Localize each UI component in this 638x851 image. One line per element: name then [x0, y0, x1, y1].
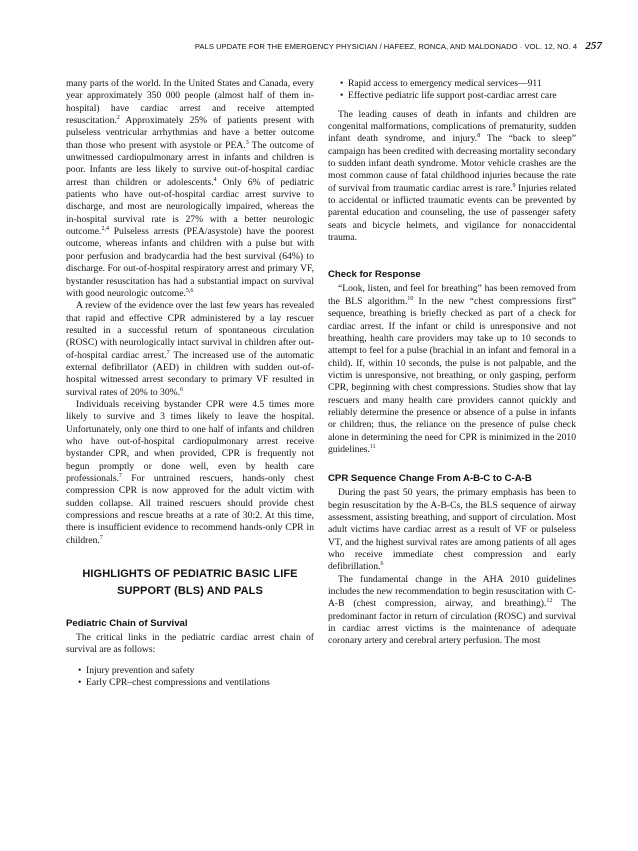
- subsection-heading: CPR Sequence Change From A-B-C to C-A-B: [328, 473, 532, 485]
- citation[interactable]: 5,6: [185, 287, 194, 294]
- citation[interactable]: 12: [546, 598, 553, 605]
- citation[interactable]: 10: [407, 295, 414, 302]
- paragraph: The leading causes of death in infants and children are congenital malformations, complications of prematurity, sudden infant death syndrome, and injury.$^8$ The “back to sleep” campaign has been credited with decreasing mortality secondary to sudden infant death syndrome. Motor vehicle crashes are the most common cause of fatal childhood injuries because the rate of survival from traumatic cardiac arrest is rare.$^9$ Injuries related to accidental or inflicted traumatic events can be prevented by parental education and counseling, the use of passenger safety seats and bicycle helmets, and vigilance for nonaccidental trauma.: [328, 108, 577, 244]
- subsection-heading: Check for Response: [328, 269, 421, 281]
- citation[interactable]: 6: [380, 561, 384, 568]
- citation[interactable]: 3: [245, 139, 249, 146]
- page-number: 257: [585, 40, 602, 52]
- citation[interactable]: 2: [116, 115, 120, 122]
- paragraph: many parts of the world. In the United States and Canada, every year approximately 350 000 people (almost half of them in-hospital) have cardiac arrest and receive attempted resuscitation.$^2$ Approximately 25% of patients present with pulseless ventricular arrhythmias and have a better outcome than those who present with asystole or PEA.$^3$ The outcome of unwitnessed cardiopulmonary arrest in infants and children is poor. Infants are less likely to survive out-of-hospital cardiac arrest than children or adolescents.$^4$ Only 6% of pediatric patients who have out-of-hospital cardiac arrest survive to discharge, and most are neurologically impaired, whereas the in-hospital survival rate is 27% with a better neurologic outcome.$^{2,4}$ Pulseless arrests (PEA/asystole) have the poorest outcome, whereas infants and children with a pulse but with poor perfusion and bradycardia had the best survival (64%) to discharge. For out-of-hospital respiratory arrest and primary VF, bystander resuscitation has had a substantial impact on survival with good neurologic outcome.$^{5,6}$: [66, 78, 314, 299]
- list-item: • Injury prevention and safety: [66, 665, 314, 677]
- paragraph: The fundamental change in the AHA 2010 guidelines includes the new recommendation to begin resuscitation with C-A-B (chest compression, airway, and breathing).$^{12}$ The predominant factor in return of circulation (ROSC) and survival in cardiac arrest victims is the maintenance of adequate coronary artery and cerebral artery perfusion. The most: [328, 573, 576, 647]
- citation[interactable]: 2,4: [101, 226, 109, 233]
- list-item: • Rapid access to emergency medical services—911: [328, 78, 576, 90]
- left-column: [66, 78, 314, 689]
- citation[interactable]: 8: [477, 133, 481, 140]
- right-column: [328, 78, 576, 648]
- paragraph: The critical links in the pediatric cardiac arrest chain of survival are as follows:: [66, 632, 314, 656]
- paragraph: “Look, listen, and feel for breathing” has been removed from the BLS algorithm.$^{10}$ In the new “chest compressions first” sequence, breathing is briefly checked as part of a check for cardiac arrest. If the infant or child is unresponsive and not breathing, health care providers may take up to 10 seconds to attempt to feel for a pulse (brachial in an infant and femoral in a child). If, within 10 seconds, the pulse is not palpable, and the victim is unresponsive, not breathing, or only gasping, perform CPR, beginning with chest compressions. Studies show that lay rescuers and many health care providers cannot quickly and reliably determine the presence or absence of a pulse in infants or children; thus, the reliance on the presence of pulse check alone in determining the need for CPR is minimized in the 2010 guidelines.$^{11}$: [328, 283, 576, 455]
- running-title: PALS UPDATE FOR THE EMERGENCY PHYSICIAN / HAFEEZ, RONCA, AND MALDONADO · VOL. 12, NO. 4: [194, 42, 578, 51]
- citation[interactable]: 9: [512, 182, 516, 189]
- citation[interactable]: 6: [180, 386, 184, 393]
- paragraph: During the past 50 years, the primary emphasis has been to begin resuscitation by the A-B-Cs, the BLS sequence of airway assessment, assisting breathing, and support of circulation. Most adult victims have cardiac arrest as a result of VF or pulseless VT, and the highest survival rates are among patients of all ages who receive immediate chest compression and early defibrillation.$^6$: [328, 487, 576, 573]
- paragraph: A review of the evidence over the last few years has revealed that rapid and effective CPR administered by a lay rescuer resulted in a successful return of spontaneous circulation (ROSC) with neurologically intact survival in children after out-of-hospital cardiac arrest.$^7$ The increased use of the automatic external defibrillator (AED) in children with sudden out-of-hospital witnessed arrest secondary to primary VF resulted in survival rates of 20% to 30%.$^6$: [66, 300, 314, 398]
- list-item: • Early CPR–chest compressions and ventilations: [66, 677, 314, 689]
- citation[interactable]: 11: [369, 443, 376, 450]
- running-header: [66, 40, 602, 52]
- paragraph: Individuals receiving bystander CPR were 4.5 times more likely to survive and 3 times likely to leave the hospital. Unfortunately, only one third to one half of infants and children who have out-of-hospital cardiopulmonary arrest receive bystander CPR, and when provided, CPR is frequently not begun promptly or done well, even by health care professionals.$^7$ For untrained rescuers, hands-only chest compression CPR is now approved for the adult victim with sudden collapse. All trained rescuers should provide chest compressions and rescue breaths at a rate of 30:2. At this time, there is insufficient evidence to recommend hands-only CPR in children.$^7$: [66, 398, 314, 546]
- citation[interactable]: 7: [99, 534, 103, 541]
- list-item: • Effective pediatric life support post-cardiac arrest care: [328, 90, 576, 102]
- citation[interactable]: 7: [166, 349, 170, 356]
- citation[interactable]: 4: [213, 176, 217, 183]
- subsection-heading: Pediatric Chain of Survival: [66, 618, 188, 630]
- citation[interactable]: 7: [119, 473, 123, 479]
- section-heading: HIGHLIGHTS OF PEDIATRIC BASIC LIFE SUPPORT (BLS) AND PALS: [82, 568, 298, 598]
